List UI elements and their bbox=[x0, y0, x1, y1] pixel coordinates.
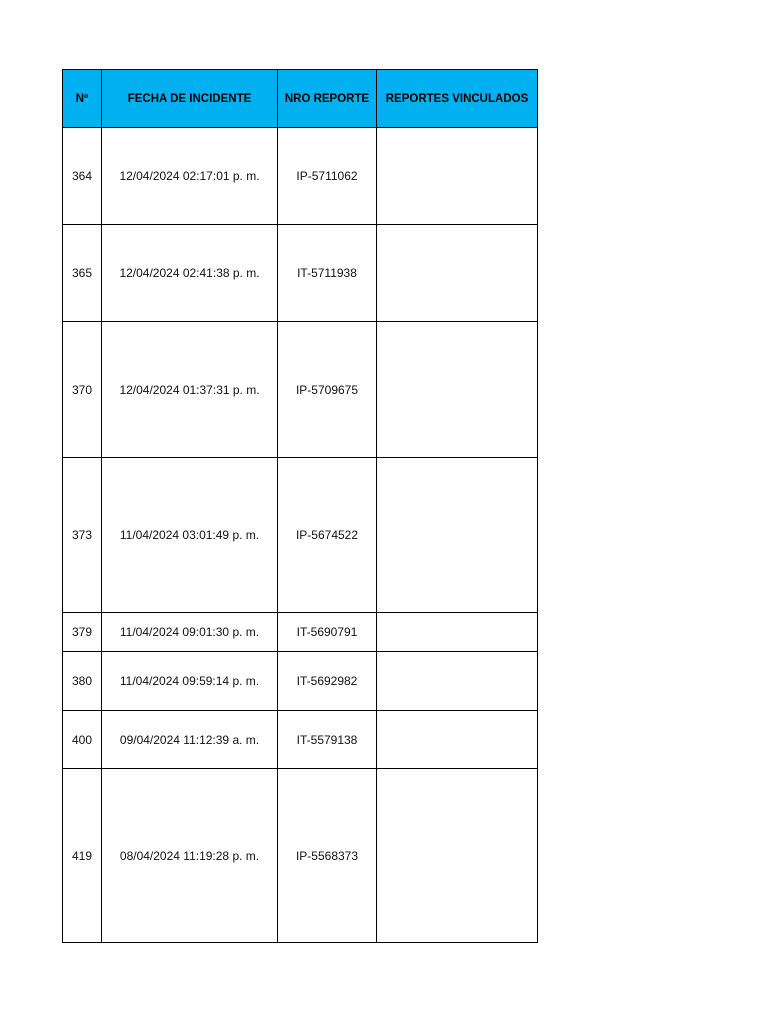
row-number: 365 bbox=[63, 225, 102, 322]
header-linked-reports: REPORTES VINCULADOS bbox=[377, 70, 538, 128]
row-incident-date: 12/04/2024 01:37:31 p. m. bbox=[102, 322, 278, 458]
header-incident-date: FECHA DE INCIDENTE bbox=[102, 70, 278, 128]
row-linked-reports bbox=[377, 711, 538, 769]
row-number: 379 bbox=[63, 613, 102, 652]
row-incident-date: 12/04/2024 02:41:38 p. m. bbox=[102, 225, 278, 322]
row-linked-reports bbox=[377, 128, 538, 225]
row-linked-reports bbox=[377, 769, 538, 943]
row-incident-date: 11/04/2024 09:59:14 p. m. bbox=[102, 652, 278, 711]
row-number: 380 bbox=[63, 652, 102, 711]
table-row bbox=[63, 128, 538, 225]
table-row bbox=[63, 225, 538, 322]
row-number: 373 bbox=[63, 458, 102, 613]
row-linked-reports bbox=[377, 458, 538, 613]
table-row bbox=[63, 458, 538, 613]
table-row bbox=[63, 769, 538, 943]
row-report-number: IT-5692982 bbox=[278, 652, 377, 711]
row-number: 400 bbox=[63, 711, 102, 769]
row-report-number: IP-5568373 bbox=[278, 769, 377, 943]
row-incident-date: 11/04/2024 03:01:49 p. m. bbox=[102, 458, 278, 613]
row-report-number: IT-5579138 bbox=[278, 711, 377, 769]
header-number: Nº bbox=[63, 70, 102, 128]
row-linked-reports bbox=[377, 225, 538, 322]
row-report-number: IP-5711062 bbox=[278, 128, 377, 225]
table-row bbox=[63, 652, 538, 711]
row-incident-date: 08/04/2024 11:19:28 p. m. bbox=[102, 769, 278, 943]
table-header-row bbox=[63, 70, 538, 128]
row-linked-reports bbox=[377, 652, 538, 711]
table-row bbox=[63, 711, 538, 769]
row-report-number: IT-5690791 bbox=[278, 613, 377, 652]
row-linked-reports bbox=[377, 322, 538, 458]
row-number: 370 bbox=[63, 322, 102, 458]
row-incident-date: 11/04/2024 09:01:30 p. m. bbox=[102, 613, 278, 652]
row-report-number: IP-5674522 bbox=[278, 458, 377, 613]
row-number: 364 bbox=[63, 128, 102, 225]
incident-report-table bbox=[62, 69, 538, 943]
header-report-number: NRO REPORTE bbox=[278, 70, 377, 128]
row-report-number: IP-5709675 bbox=[278, 322, 377, 458]
table-row bbox=[63, 322, 538, 458]
row-number: 419 bbox=[63, 769, 102, 943]
table-row bbox=[63, 613, 538, 652]
row-report-number: IT-5711938 bbox=[278, 225, 377, 322]
row-linked-reports bbox=[377, 613, 538, 652]
row-incident-date: 09/04/2024 11:12:39 a. m. bbox=[102, 711, 278, 769]
row-incident-date: 12/04/2024 02:17:01 p. m. bbox=[102, 128, 278, 225]
